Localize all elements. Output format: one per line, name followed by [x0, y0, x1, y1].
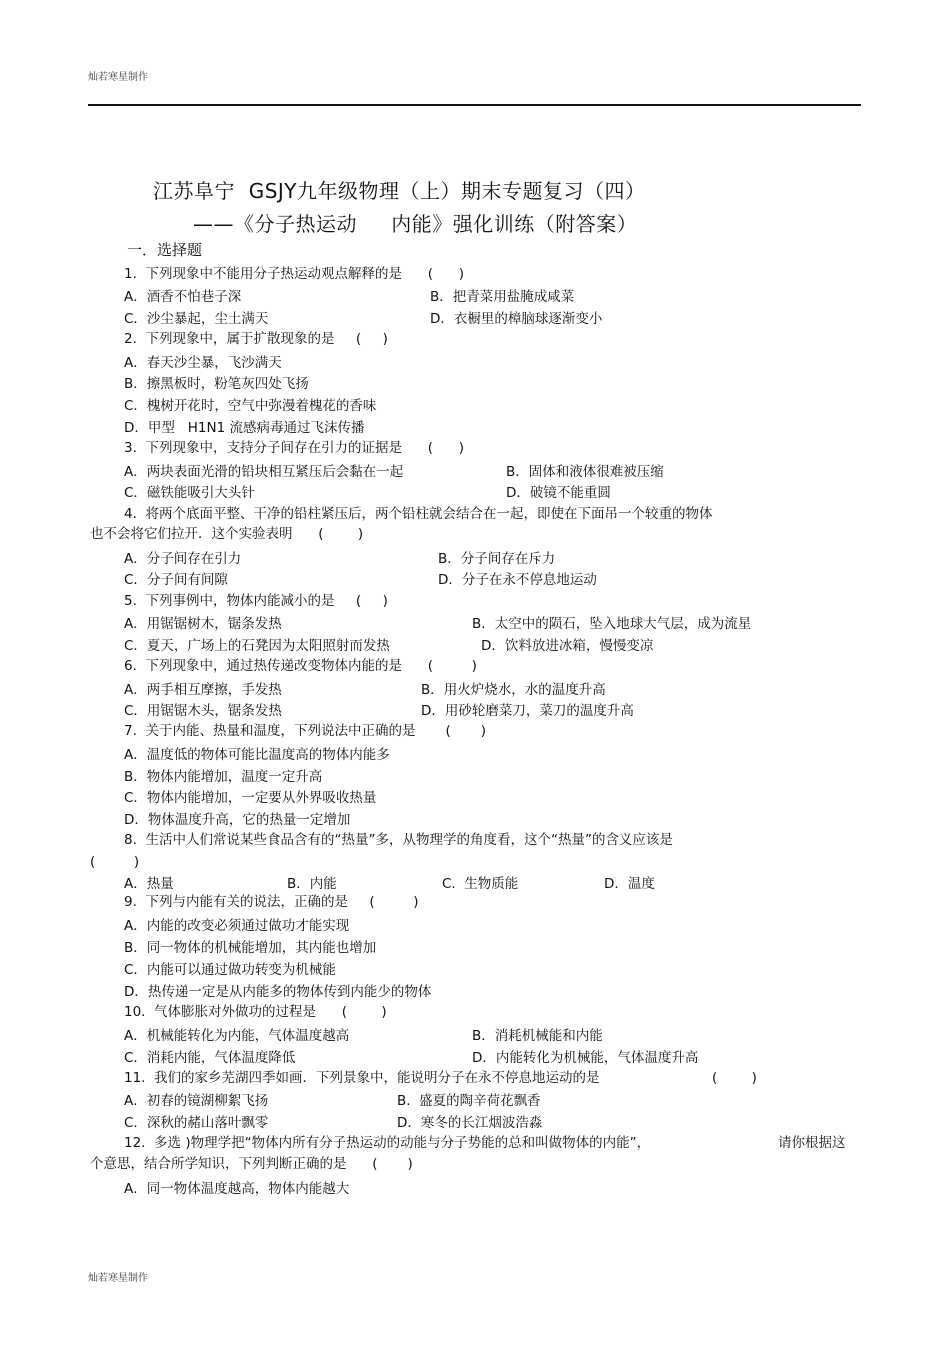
doc-title: 江苏阜宁 GSJY九年级物理（上）期末专题复习（四）	[153, 179, 646, 203]
q1-option-b: B．把青菜用盐腌成咸菜	[430, 289, 575, 305]
q3-option-c: C．磁铁能吸引大头针	[124, 485, 255, 501]
q2-stem: 2. 下列现象中，属于扩散现象的是 ( )	[124, 331, 388, 347]
q8-option-b: B．内能	[287, 876, 337, 892]
q6-stem: 6. 下列现象中，通过热传递改变物体内能的是 ( )	[124, 658, 477, 674]
q1-option-c: C．沙尘暴起，尘土满天	[124, 311, 269, 327]
page-header: 灿若寒星制作	[88, 72, 148, 83]
q7-option-c: C．物体内能增加，一定要从外界吸收热量	[124, 790, 377, 806]
doc-subtitle: ——《分子热运动 内能》强化训练（附答案）	[193, 212, 638, 236]
q11-option-d: D．寒冬的长江烟波浩淼	[397, 1115, 543, 1131]
q11-option-c: C．深秋的赭山落叶飘零	[124, 1115, 269, 1131]
q5-option-d: D．饮料放进冰箱，慢慢变凉	[481, 638, 654, 654]
q11-stem: 11. 我们的家乡芜湖四季如画．下列景象中，能说明分子在永不停息地运动的是	[124, 1070, 600, 1086]
q12-stem-line1: 12. 多选 )物理学把“物体内所有分子热运动的动能与分子势能的总和叫做物体的内能”，	[124, 1135, 651, 1151]
q10-stem: 10. 气体膨胀对外做功的过程是 ( )	[124, 1004, 387, 1020]
q2-option-d: D．甲型 H1N1 流感病毒通过飞沫传播	[124, 420, 365, 436]
page-footer: 灿若寒星制作	[88, 1273, 148, 1284]
q5-option-b: B．太空中的陨石，坠入地球大气层，成为流星	[472, 616, 752, 632]
q2-option-b: B．擦黑板时，粉笔灰四处飞扬	[124, 376, 309, 392]
header-rule	[88, 104, 861, 106]
q1-option-a: A．酒香不怕巷子深	[124, 289, 242, 305]
q5-stem: 5. 下列事例中，物体内能减小的是 ( )	[124, 593, 388, 609]
q9-option-b: B．同一物体的机械能增加，其内能也增加	[124, 940, 377, 956]
q7-option-d: D．物体温度升高，它的热量一定增加	[124, 812, 351, 828]
q12-option-a: A．同一物体温度越高，物体内能越大	[124, 1181, 350, 1197]
q8-option-c: C. 生物质能	[442, 876, 519, 892]
q1-option-d: D．衣橱里的樟脑球逐渐变小	[430, 311, 603, 327]
q9-option-a: A．内能的改变必须通过做功才能实现	[124, 918, 350, 934]
q9-stem: 9. 下列与内能有关的说法，正确的是 ( )	[124, 894, 419, 910]
q9-option-c: C．内能可以通过做功转变为机械能	[124, 962, 336, 978]
q6-option-c: C．用锯锯木头，锯条发热	[124, 703, 282, 719]
q3-option-a: A．两块表面光滑的铅块相互紧压后会黏在一起	[124, 464, 404, 480]
q1-stem: 1. 下列现象中不能用分子热运动观点解释的是 ( )	[124, 266, 464, 282]
q4-option-a: A．分子间存在引力	[124, 551, 242, 567]
q10-option-a: A．机械能转化为内能，气体温度越高	[124, 1028, 350, 1044]
q7-stem: 7. 关于内能、热量和温度，下列说法中正确的是 ( )	[124, 723, 487, 739]
q12-stem-line2: 个意思，结合所学知识，下列判断正确的是 ( )	[90, 1156, 413, 1172]
q5-option-c: C．夏天，广场上的石凳因为太阳照射而发热	[124, 638, 390, 654]
q11-option-a: A．初春的镜湖柳絮飞扬	[124, 1093, 269, 1109]
q10-option-d: D．内能转化为机械能，气体温度升高	[472, 1050, 699, 1066]
q4-stem-line1: 4. 将两个底面平整、干净的铅柱紧压后，两个铅柱就会结合在一起，即使在下面吊一个较重的物体	[124, 506, 713, 522]
q10-option-c: C．消耗内能，气体温度降低	[124, 1050, 296, 1066]
q6-option-b: B．用火炉烧水，水的温度升高	[421, 682, 606, 698]
q4-option-c: C．分子间有间隙	[124, 572, 228, 588]
q11-answer-paren: ( )	[712, 1070, 757, 1086]
section-heading: 一．选择题	[127, 241, 203, 259]
q8-stem-line1: 8. 生活中人们常说某些食品含有的“热量”多，从物理学的角度看，这个“热量”的含义应该是	[124, 832, 673, 848]
q3-option-d: D．破镜不能重圆	[506, 485, 611, 501]
q8-option-d: D．温度	[604, 876, 655, 892]
q5-option-a: A．用锯锯树木，锯条发热	[124, 616, 282, 632]
q2-option-c: C．槐树开花时，空气中弥漫着槐花的香味	[124, 398, 377, 414]
q4-stem-line2: 也不会将它们拉开．这个实验表明 ( )	[90, 526, 364, 542]
q8-stem-line2: ( )	[90, 854, 140, 870]
q4-option-b: B．分子间存在斥力	[438, 551, 556, 567]
q6-option-d: D．用砂轮磨菜刀，菜刀的温度升高	[421, 703, 634, 719]
q4-option-d: D．分子在永不停息地运动	[438, 572, 597, 588]
q3-stem: 3. 下列现象中，支持分子间存在引力的证据是 ( )	[124, 440, 464, 456]
q3-option-b: B．固体和液体很难被压缩	[506, 464, 664, 480]
q7-option-b: B．物体内能增加，温度一定升高	[124, 769, 323, 785]
q11-option-b: B. 盛夏的陶辛荷花飘香	[397, 1093, 541, 1109]
q10-option-b: B．消耗机械能和内能	[472, 1028, 603, 1044]
q6-option-a: A．两手相互摩擦，手发热	[124, 682, 282, 698]
q9-option-d: D．热传递一定是从内能多的物体传到内能少的物体	[124, 984, 432, 1000]
q12-stem-line1-end: 请你根据这	[778, 1135, 846, 1151]
q2-option-a: A．春天沙尘暴，飞沙满天	[124, 355, 282, 371]
q7-option-a: A．温度低的物体可能比温度高的物体内能多	[124, 747, 390, 763]
q8-option-a: A．热量	[124, 876, 174, 892]
